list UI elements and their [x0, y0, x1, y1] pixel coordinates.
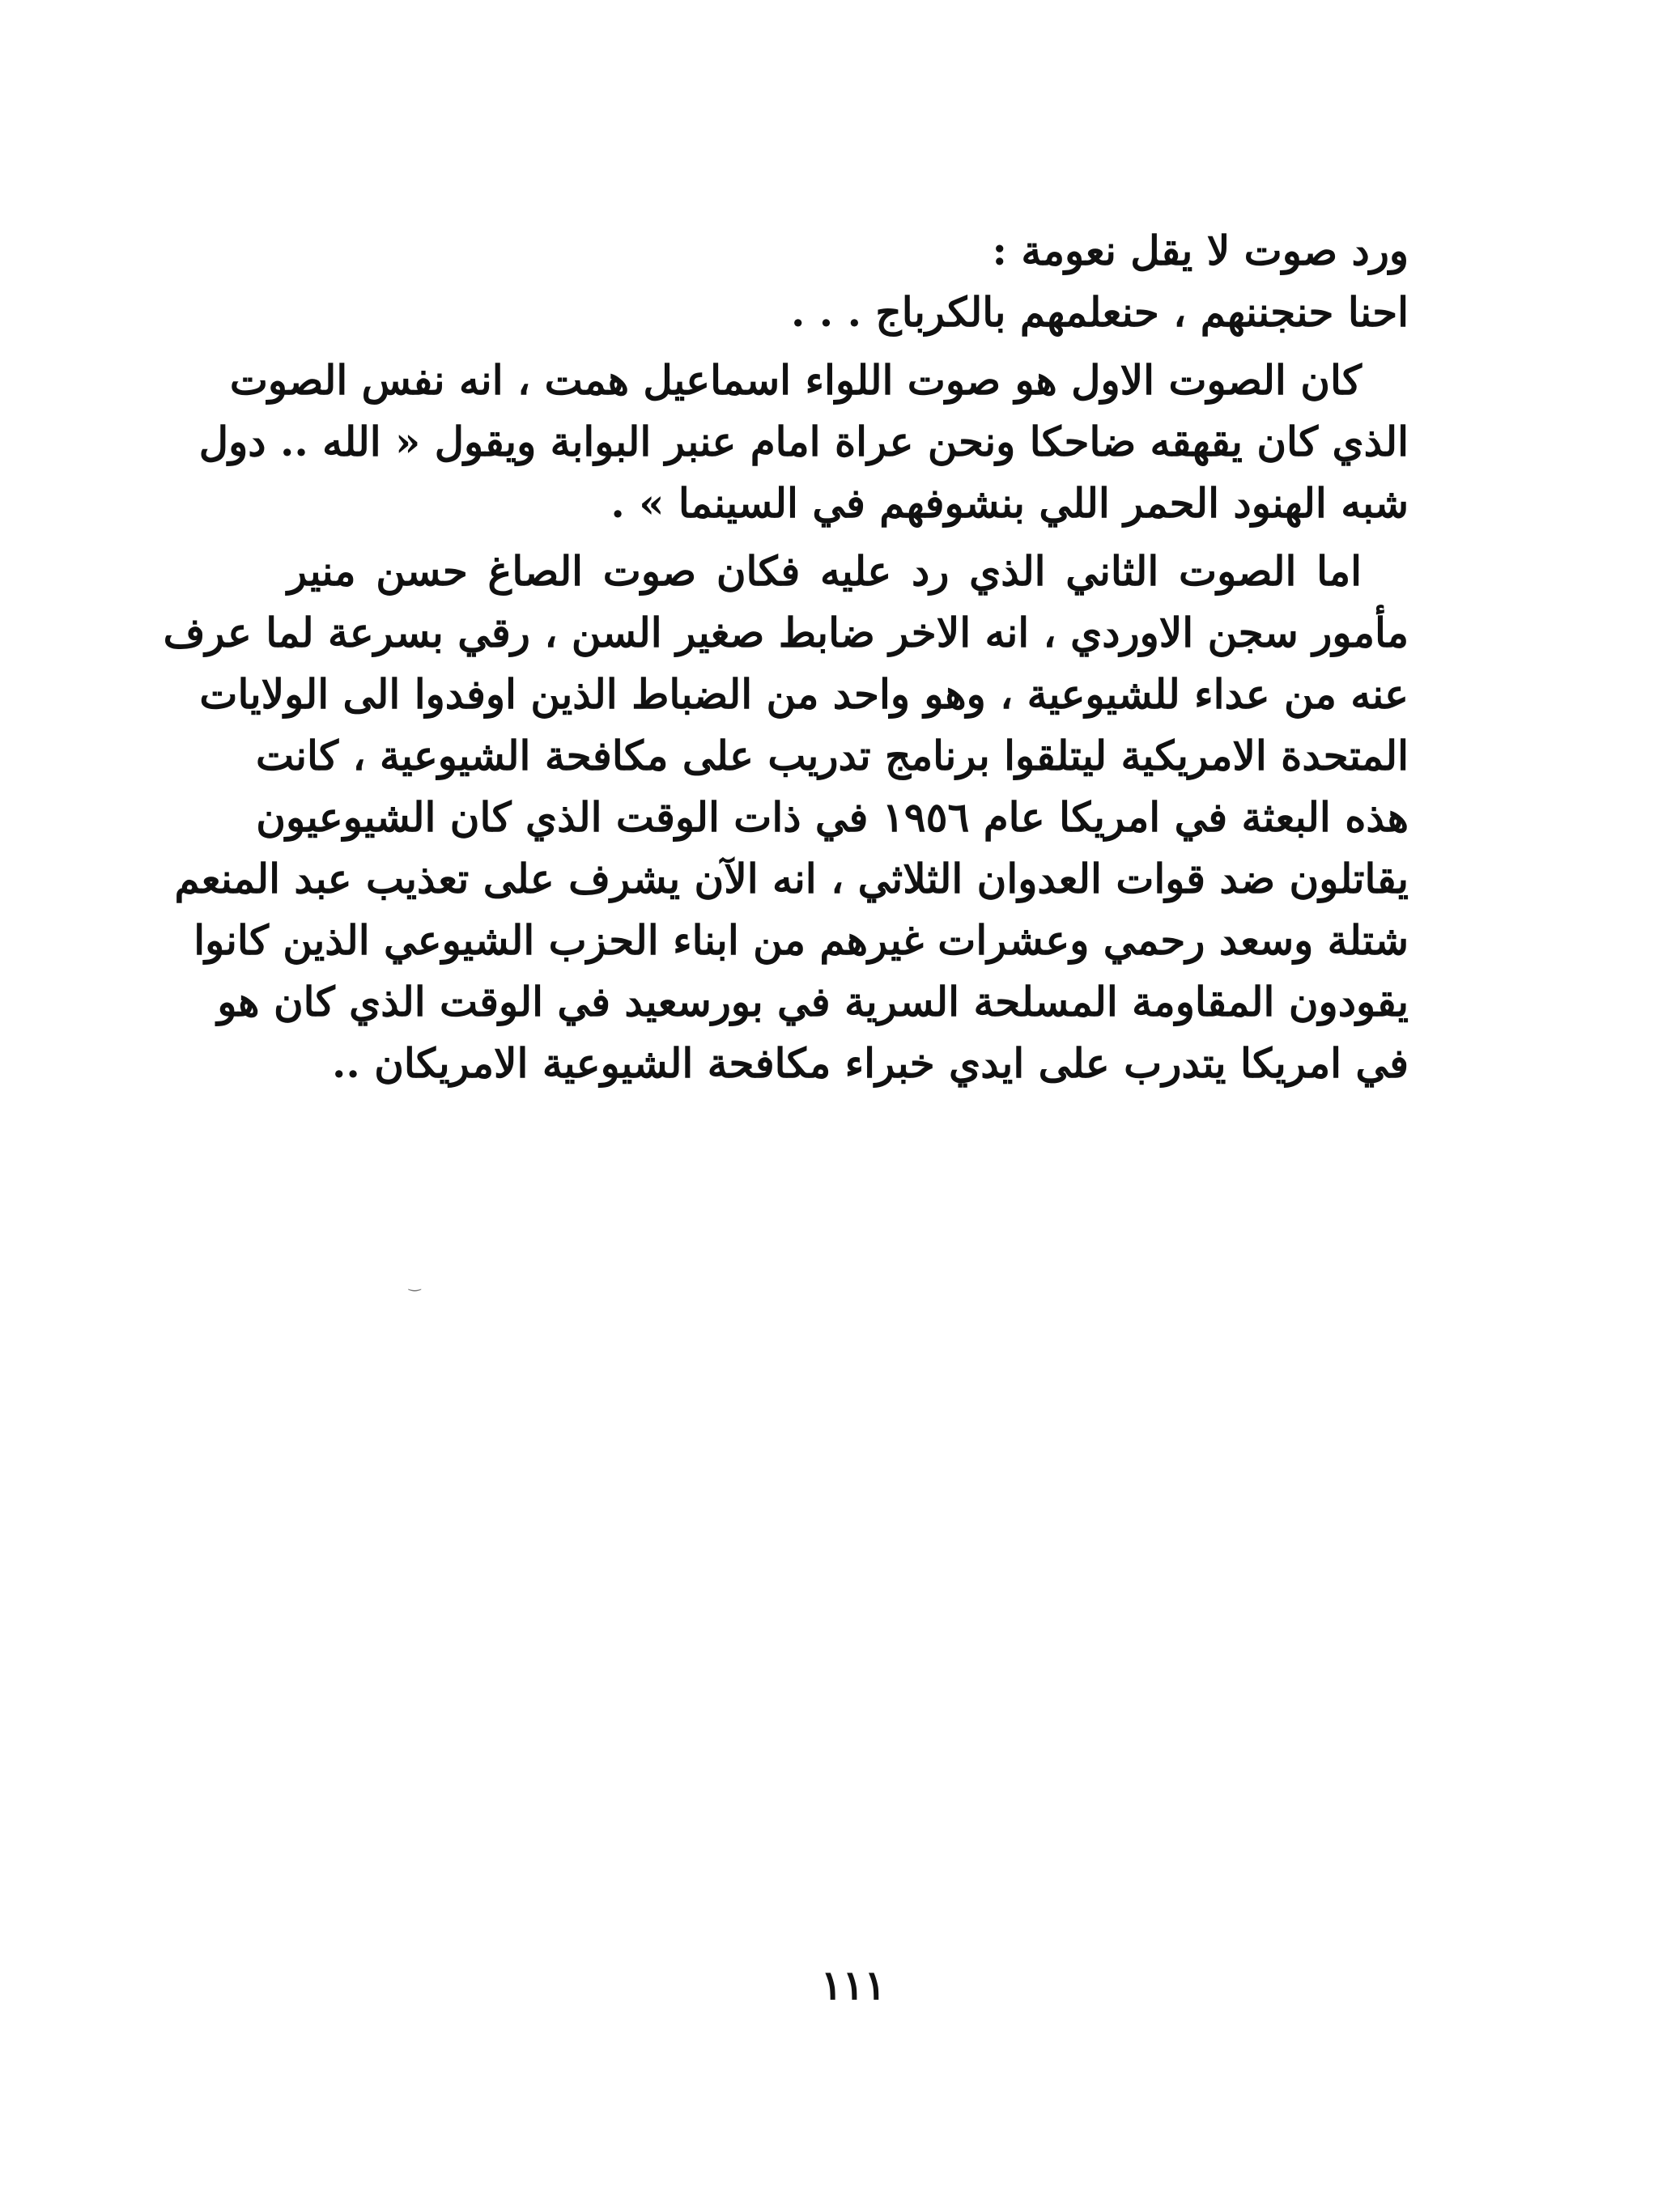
paragraph-2-line-9: في امريكا يتدرب على ايدي خبراء مكافحة الشيوعية الامريكان .. — [331, 1039, 1409, 1087]
paragraph-2-line-5: هذه البعثة في امريكا عام ١٩٥٦ في ذات الوقت الذي كان الشيوعيون — [256, 793, 1409, 841]
paragraph-2-line-4: المتحدة الامريكية ليتلقوا برنامج تدريب على مكافحة الشيوعية ، كانت — [256, 732, 1409, 779]
opening-text-line-2: احنا حنجننهم ، حنعلمهم بالكرباج . . . — [790, 288, 1409, 336]
paragraph-2-line-2: مأمور سجن الاوردي ، انه الاخر ضابط صغير السن ، رقي بسرعة لما عرف — [163, 609, 1409, 656]
paragraph-1-line-1: كان الصوت الاول هو صوت اللواء اسماعيل همت ، انه نفس الصوت — [229, 356, 1362, 404]
paragraph-spacer — [287, 343, 1409, 350]
paragraph-1-line-2: الذي كان يقهقه ضاحكا ونحن عراة امام عنبر البوابة ويقول « الله .. دول — [198, 418, 1409, 465]
arabic-body-text — [163, 220, 1409, 1094]
paragraph-2-line-1: اما الصوت الثاني الذي رد عليه فكان صوت الصاغ حسن منير — [287, 547, 1362, 595]
paragraph-spacer — [287, 534, 1409, 541]
paragraph-2-line-3: عنه من عداء للشيوعية ، وهو واحد من الضباط الذين اوفدوا الى الولايات — [199, 670, 1409, 718]
scan-speck-mark: ‿ — [409, 1275, 421, 1292]
page-number: ١١١ — [820, 1961, 886, 2009]
paragraph-2-line-8: يقودون المقاومة المسلحة السرية في بورسعيد في الوقت الذي كان هو — [217, 978, 1409, 1025]
paragraph-1 — [198, 350, 1409, 534]
opening-text-line-1: ورد صوت لا يقل نعومة : — [992, 227, 1409, 274]
paragraph-2-line-6: يقاتلون ضد قوات العدوان الثلاثي ، انه الآن يشرف على تعذيب عبد المنعم — [174, 855, 1409, 902]
paragraph-1-line-3: شبه الهنود الحمر اللي بنشوفهم في السينما » . — [610, 479, 1409, 527]
paragraph-2-line-7: شتلة وسعد رحمي وعشرات غيرهم من ابناء الحزب الشيوعي الذين كانوا — [193, 916, 1409, 964]
paragraph-2 — [163, 541, 1409, 1094]
